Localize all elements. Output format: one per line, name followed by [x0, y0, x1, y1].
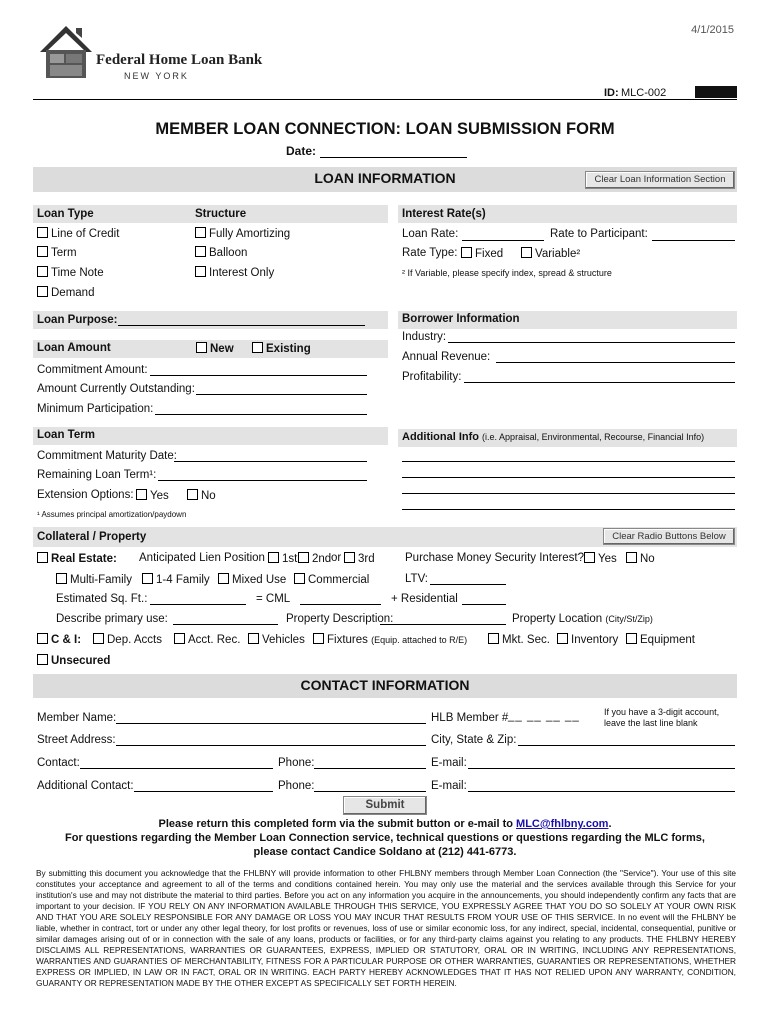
cml-field[interactable] — [300, 604, 381, 605]
ci-mkt-sec[interactable] — [488, 633, 550, 646]
loan-type-line-of-credit[interactable] — [37, 227, 119, 240]
option-label: Existing — [266, 343, 311, 355]
submit-button[interactable]: Submit — [343, 796, 427, 815]
structure-balloon[interactable] — [195, 246, 247, 259]
additional-info-line-2[interactable] — [402, 477, 735, 478]
additional-info-heading — [402, 431, 704, 443]
maturity-date-field[interactable] — [174, 461, 367, 462]
profitability-label: Profitability: — [402, 371, 462, 383]
checkbox[interactable] — [248, 633, 259, 644]
checkbox[interactable] — [174, 633, 185, 644]
logo — [36, 22, 96, 80]
commitment-amount-label: Commitment Amount: — [37, 364, 148, 376]
date-stamp: 4/1/2015 — [691, 24, 734, 36]
real-estate-option[interactable] — [37, 552, 117, 565]
extension-yes[interactable] — [136, 489, 169, 502]
loan-rate-field[interactable] — [462, 240, 544, 241]
additional-info-line-4[interactable] — [402, 509, 735, 510]
member-name-field[interactable] — [116, 723, 426, 724]
option-label: Yes — [150, 490, 169, 502]
property-commercial[interactable] — [294, 573, 369, 586]
contact-field[interactable] — [80, 768, 273, 769]
ltv-label: LTV: — [405, 573, 429, 585]
checkbox[interactable] — [37, 633, 48, 644]
radio[interactable] — [584, 552, 595, 563]
checkbox[interactable] — [142, 573, 153, 584]
loan-info-heading: LOAN INFORMATION — [314, 170, 456, 186]
org-name: Federal Home Loan Bank — [96, 52, 263, 68]
hlb-member-note: If you have a 3-digit account, leave the last line blank — [604, 707, 720, 728]
hlb-member-label: HLB Member # — [431, 712, 509, 724]
contact-email-label: E-mail: — [431, 757, 467, 769]
option-label: Equipment — [640, 634, 695, 646]
loan-amount-new[interactable] — [196, 342, 234, 355]
option-label: Mixed Use — [232, 574, 287, 586]
checkbox[interactable] — [313, 633, 324, 644]
option-label: Commercial — [308, 574, 370, 586]
checkbox[interactable] — [196, 342, 207, 353]
interest-rates-label: Interest Rate(s) — [402, 208, 486, 220]
option-label: Real Estate: — [51, 553, 117, 565]
checkbox[interactable] — [488, 633, 499, 644]
property-location-sub: (City/St/Zip) — [605, 614, 653, 624]
option-label: 1st — [282, 553, 298, 565]
option-label: Fixed — [475, 248, 504, 260]
submit-line1-end: . — [608, 818, 612, 830]
lien-position-label: Anticipated Lien Position — [139, 552, 265, 564]
contact-phone-label: Phone: — [278, 757, 315, 769]
additional-contact-label: Additional Contact: — [37, 780, 134, 792]
property-description-label: Property Description: — [286, 613, 394, 625]
option-label: Dep. Accts — [107, 634, 162, 646]
amount-outstanding-label: Amount Currently Outstanding: — [37, 383, 195, 395]
extension-options-label: Extension Options: — [37, 489, 134, 501]
option-label: Time Note — [51, 267, 104, 279]
submit-instructions-line1 — [0, 818, 770, 830]
additional-info-detail: (i.e. Appraisal, Environmental, Recourse, Financial Info) — [482, 432, 705, 442]
loan-purpose-field[interactable] — [118, 325, 365, 326]
loan-rate-label: Loan Rate: — [402, 228, 459, 240]
checkbox[interactable] — [37, 227, 48, 238]
lien-first[interactable] — [268, 552, 297, 565]
structure-label: Structure — [195, 208, 247, 220]
rate-type-variable[interactable] — [521, 247, 580, 260]
residential-field[interactable] — [462, 604, 506, 605]
additional-phone-label: Phone: — [278, 780, 315, 792]
unsecured-option[interactable] — [37, 654, 110, 667]
option-label: Unsecured — [51, 655, 111, 667]
option-label: Balloon — [209, 247, 248, 259]
submit-instructions-line3: please contact Candice Soldano at (212) 441-6773. — [253, 846, 517, 858]
lien-second[interactable] — [298, 552, 331, 565]
maturity-date-label: Commitment Maturity Date: — [37, 450, 177, 462]
remaining-term-field[interactable] — [158, 480, 367, 481]
checkbox[interactable] — [252, 342, 263, 353]
ci-vehicles[interactable] — [248, 633, 305, 646]
contact-label: Contact: — [37, 757, 80, 769]
pmsi-no[interactable] — [626, 552, 655, 565]
radio[interactable] — [344, 552, 355, 563]
submit-instructions-line2: For questions regarding the Member Loan Connection service, technical questions or questions regarding the MLC forms, — [65, 832, 705, 844]
ci-option[interactable] — [37, 633, 81, 646]
annual-revenue-field[interactable] — [496, 362, 735, 363]
checkbox[interactable] — [557, 633, 568, 644]
additional-phone-field[interactable] — [314, 791, 426, 792]
pmsi-yes[interactable] — [584, 552, 617, 565]
rate-type-fixed[interactable] — [461, 247, 503, 260]
property-multi-family[interactable] — [56, 573, 132, 586]
checkbox[interactable] — [37, 654, 48, 665]
option-label: 2nd — [312, 553, 332, 565]
checkbox[interactable] — [195, 227, 206, 238]
loan-term-note: ¹ Assumes principal amortization/paydown — [37, 510, 187, 519]
checkbox[interactable] — [218, 573, 229, 584]
additional-info-label: Additional Info — [402, 431, 479, 443]
option-label: Vehicles — [262, 634, 305, 646]
cml-label: = CML — [256, 593, 291, 605]
structure-fully-amortizing[interactable] — [195, 227, 290, 240]
lien-third[interactable] — [344, 552, 375, 565]
structure-interest-only[interactable] — [195, 266, 274, 279]
sqft-label: Estimated Sq. Ft.: — [56, 593, 148, 605]
rate-type-label: Rate Type: — [402, 247, 458, 259]
commitment-amount-field[interactable] — [150, 375, 367, 376]
date-label: Date: — [286, 144, 317, 158]
id-black-bar — [695, 86, 737, 98]
clear-loan-info-button[interactable]: Clear Loan Information Section — [585, 171, 735, 189]
checkbox[interactable] — [294, 573, 305, 584]
checkbox[interactable] — [195, 266, 206, 277]
property-description-field[interactable] — [380, 624, 506, 625]
property-mixed-use[interactable] — [218, 573, 286, 586]
contact-email-field[interactable] — [468, 768, 735, 769]
option-label: No — [640, 553, 655, 565]
option-label: New — [210, 343, 234, 355]
submit-email-link[interactable]: MLC@fhlbny.com — [516, 818, 609, 830]
extension-no[interactable] — [187, 489, 216, 502]
lien-or: or — [331, 552, 342, 564]
id-value: MLC-002 — [621, 87, 667, 99]
annual-revenue-label: Annual Revenue: — [402, 351, 491, 363]
option-label: No — [201, 490, 216, 502]
contact-info-heading: CONTACT INFORMATION — [300, 677, 470, 693]
loan-amount-label: Loan Amount — [37, 342, 111, 354]
option-label: Interest Only — [209, 267, 275, 279]
checkbox[interactable] — [37, 266, 48, 277]
fixtures-note: (Equip. attached to R/E) — [371, 635, 468, 645]
min-participation-label: Minimum Participation: — [37, 403, 154, 415]
checkbox[interactable] — [37, 552, 48, 563]
additional-info-line-1[interactable] — [402, 461, 735, 462]
option-label: Term — [51, 247, 77, 259]
date-field[interactable] — [320, 157, 467, 158]
option-label: Inventory — [571, 634, 619, 646]
checkbox[interactable] — [195, 246, 206, 257]
option-label: Variable² — [535, 248, 581, 260]
checkbox[interactable] — [626, 633, 637, 644]
residential-label: + Residential — [391, 593, 458, 605]
additional-contact-field[interactable] — [134, 791, 273, 792]
primary-use-label: Describe primary use: — [56, 613, 168, 625]
loan-amount-existing[interactable] — [252, 342, 311, 355]
city-state-zip-field[interactable] — [518, 745, 735, 746]
legal-disclaimer: By submitting this document you acknowledge that the FHLBNY will provide information to other FHLBNY members through Member Loan Connection (the "Service"). Your use of this site constitutes your acceptance and agreement to all of the terms and conditions contained herein. You may only use the material and the services available through this Service for your institution's use and may not distribute the material to third parties. Before you act on any information you acquire in the announcements, you should independently confirm any facts that are important to your decision. IF YOU RELY ON ANY INFORMATION AVAILABLE THROUGH THIS SERVICE, YOU EXPRESSLY AGREE THAT YOU DO SO SOLELY AT YOUR OWN RISK AND THAT YOU ARE SOLELY RESPONSIBLE FOR ANY DAMAGE OR LOSS YOU MAY INCUR THAT RESULTS FROM YOUR USE OF THIS SERVICE. In no event will the FHLBNY be liable, whether in contract, tort or under any other legal theory, for lost profits or revenues, loss of use or similar economic loss, for any indirect, special, incidental, consequential, punitive or similar damages arising out of or in connection with the sale of any loans, products or facilities, or for any third-party claims against you relating to any products. THE FHLBNY HEREBY DISCLAIMS ALL REPRESENTATIONS, WARRANTIES OR GUARANTEES, EXPRESS, IMPLIED OR STATUTORY, ORAL OR IN WRITING, INCLUDING ANY REPRESENTATIONS, WARRANTIES AND GUARANTIES OF MERCHANTABILITY, FITNESS FOR A PARTICULAR PURPOSE OR OTHER WARRANTIES, GUARANTIES OR REPRESENTATIONS, WHETHER EXPRESS OR IMPLIED, IN LAW OR IN FACT, ORAL OR IN WRITING. EACH PARTY HEREBY ACKNOWLEDGES THAT IT HAS NOT RELIED UPON ANY WARRANTY, CONDITION, GUARANTY OR REPRESENTATION MADE BY THE OTHER EXCEPT AS SPECIFICALLY SET FORTH HEREIN. — [36, 868, 736, 988]
loan-term-label: Loan Term — [37, 429, 95, 441]
variable-note: ² If Variable, please specify index, spread & structure — [402, 268, 612, 278]
loan-type-label: Loan Type — [37, 208, 94, 220]
loan-type-term[interactable] — [37, 246, 77, 259]
checkbox[interactable] — [93, 633, 104, 644]
org-subname: NEW YORK — [124, 71, 189, 81]
amount-outstanding-field[interactable] — [196, 394, 367, 395]
property-1-4-family[interactable] — [142, 573, 210, 586]
loan-type-demand[interactable] — [37, 286, 94, 299]
ci-dep-accts[interactable] — [93, 633, 162, 646]
radio[interactable] — [626, 552, 637, 563]
loan-type-time-note[interactable] — [37, 266, 104, 279]
option-label: Multi-Family — [70, 574, 132, 586]
min-participation-field[interactable] — [155, 414, 367, 415]
contact-phone-field[interactable] — [314, 768, 426, 769]
checkbox[interactable] — [37, 246, 48, 257]
option-label: C & I: — [51, 634, 82, 646]
checkbox[interactable] — [136, 489, 147, 500]
submit-line1-text: Please return this completed form via the submit button or e-mail to — [158, 818, 513, 830]
option-label: Acct. Rec. — [188, 634, 241, 646]
checkbox[interactable] — [56, 573, 67, 584]
street-address-field[interactable] — [116, 745, 426, 746]
industry-field[interactable] — [448, 342, 735, 343]
option-label: Yes — [598, 553, 617, 565]
additional-email-field[interactable] — [468, 791, 735, 792]
rate-to-participant-field[interactable] — [652, 240, 735, 241]
ci-equipment[interactable] — [626, 633, 695, 646]
checkbox[interactable] — [521, 247, 532, 258]
checkbox[interactable] — [461, 247, 472, 258]
ltv-field[interactable] — [430, 584, 506, 585]
ci-acct-rec[interactable] — [174, 633, 240, 646]
remaining-term-label: Remaining Loan Term¹: — [37, 469, 157, 481]
option-label: 3rd — [358, 553, 375, 565]
member-name-label: Member Name: — [37, 712, 117, 724]
option-label: 1-4 Family — [156, 574, 210, 586]
primary-use-field[interactable] — [173, 624, 278, 625]
radio[interactable] — [268, 552, 279, 563]
form-title: MEMBER LOAN CONNECTION: LOAN SUBMISSION FORM — [155, 120, 615, 138]
profitability-field[interactable] — [464, 382, 735, 383]
ci-fixtures[interactable] — [313, 633, 467, 646]
option-label: Line of Credit — [51, 228, 120, 240]
hlb-member-field[interactable]: __ __ __ __ — [508, 710, 580, 722]
sqft-field[interactable] — [150, 604, 246, 605]
ci-inventory[interactable] — [557, 633, 618, 646]
checkbox[interactable] — [37, 286, 48, 297]
header-rule — [33, 99, 737, 100]
property-location-label: Property Location — [512, 613, 603, 625]
city-state-zip-label: City, State & Zip: — [431, 734, 517, 746]
option-label: Mkt. Sec. — [502, 634, 550, 646]
additional-email-label: E-mail: — [431, 780, 467, 792]
collateral-label: Collateral / Property — [37, 531, 147, 543]
loan-purpose-label: Loan Purpose: — [37, 314, 118, 326]
option-label: Demand — [51, 287, 95, 299]
clear-radio-buttons-button[interactable]: Clear Radio Buttons Below — [603, 528, 735, 545]
option-label: Fully Amortizing — [209, 228, 291, 240]
checkbox[interactable] — [187, 489, 198, 500]
additional-info-line-3[interactable] — [402, 493, 735, 494]
borrower-info-label: Borrower Information — [402, 313, 520, 325]
pmsi-label: Purchase Money Security Interest? — [405, 552, 584, 564]
id-label: ID: — [604, 87, 619, 99]
rate-to-participant-label: Rate to Participant: — [550, 228, 648, 240]
industry-label: Industry: — [402, 331, 447, 343]
radio[interactable] — [298, 552, 309, 563]
street-address-label: Street Address: — [37, 734, 116, 746]
house-logo-icon — [36, 22, 96, 80]
property-location-heading — [512, 613, 653, 625]
option-label: Fixtures — [327, 634, 368, 646]
